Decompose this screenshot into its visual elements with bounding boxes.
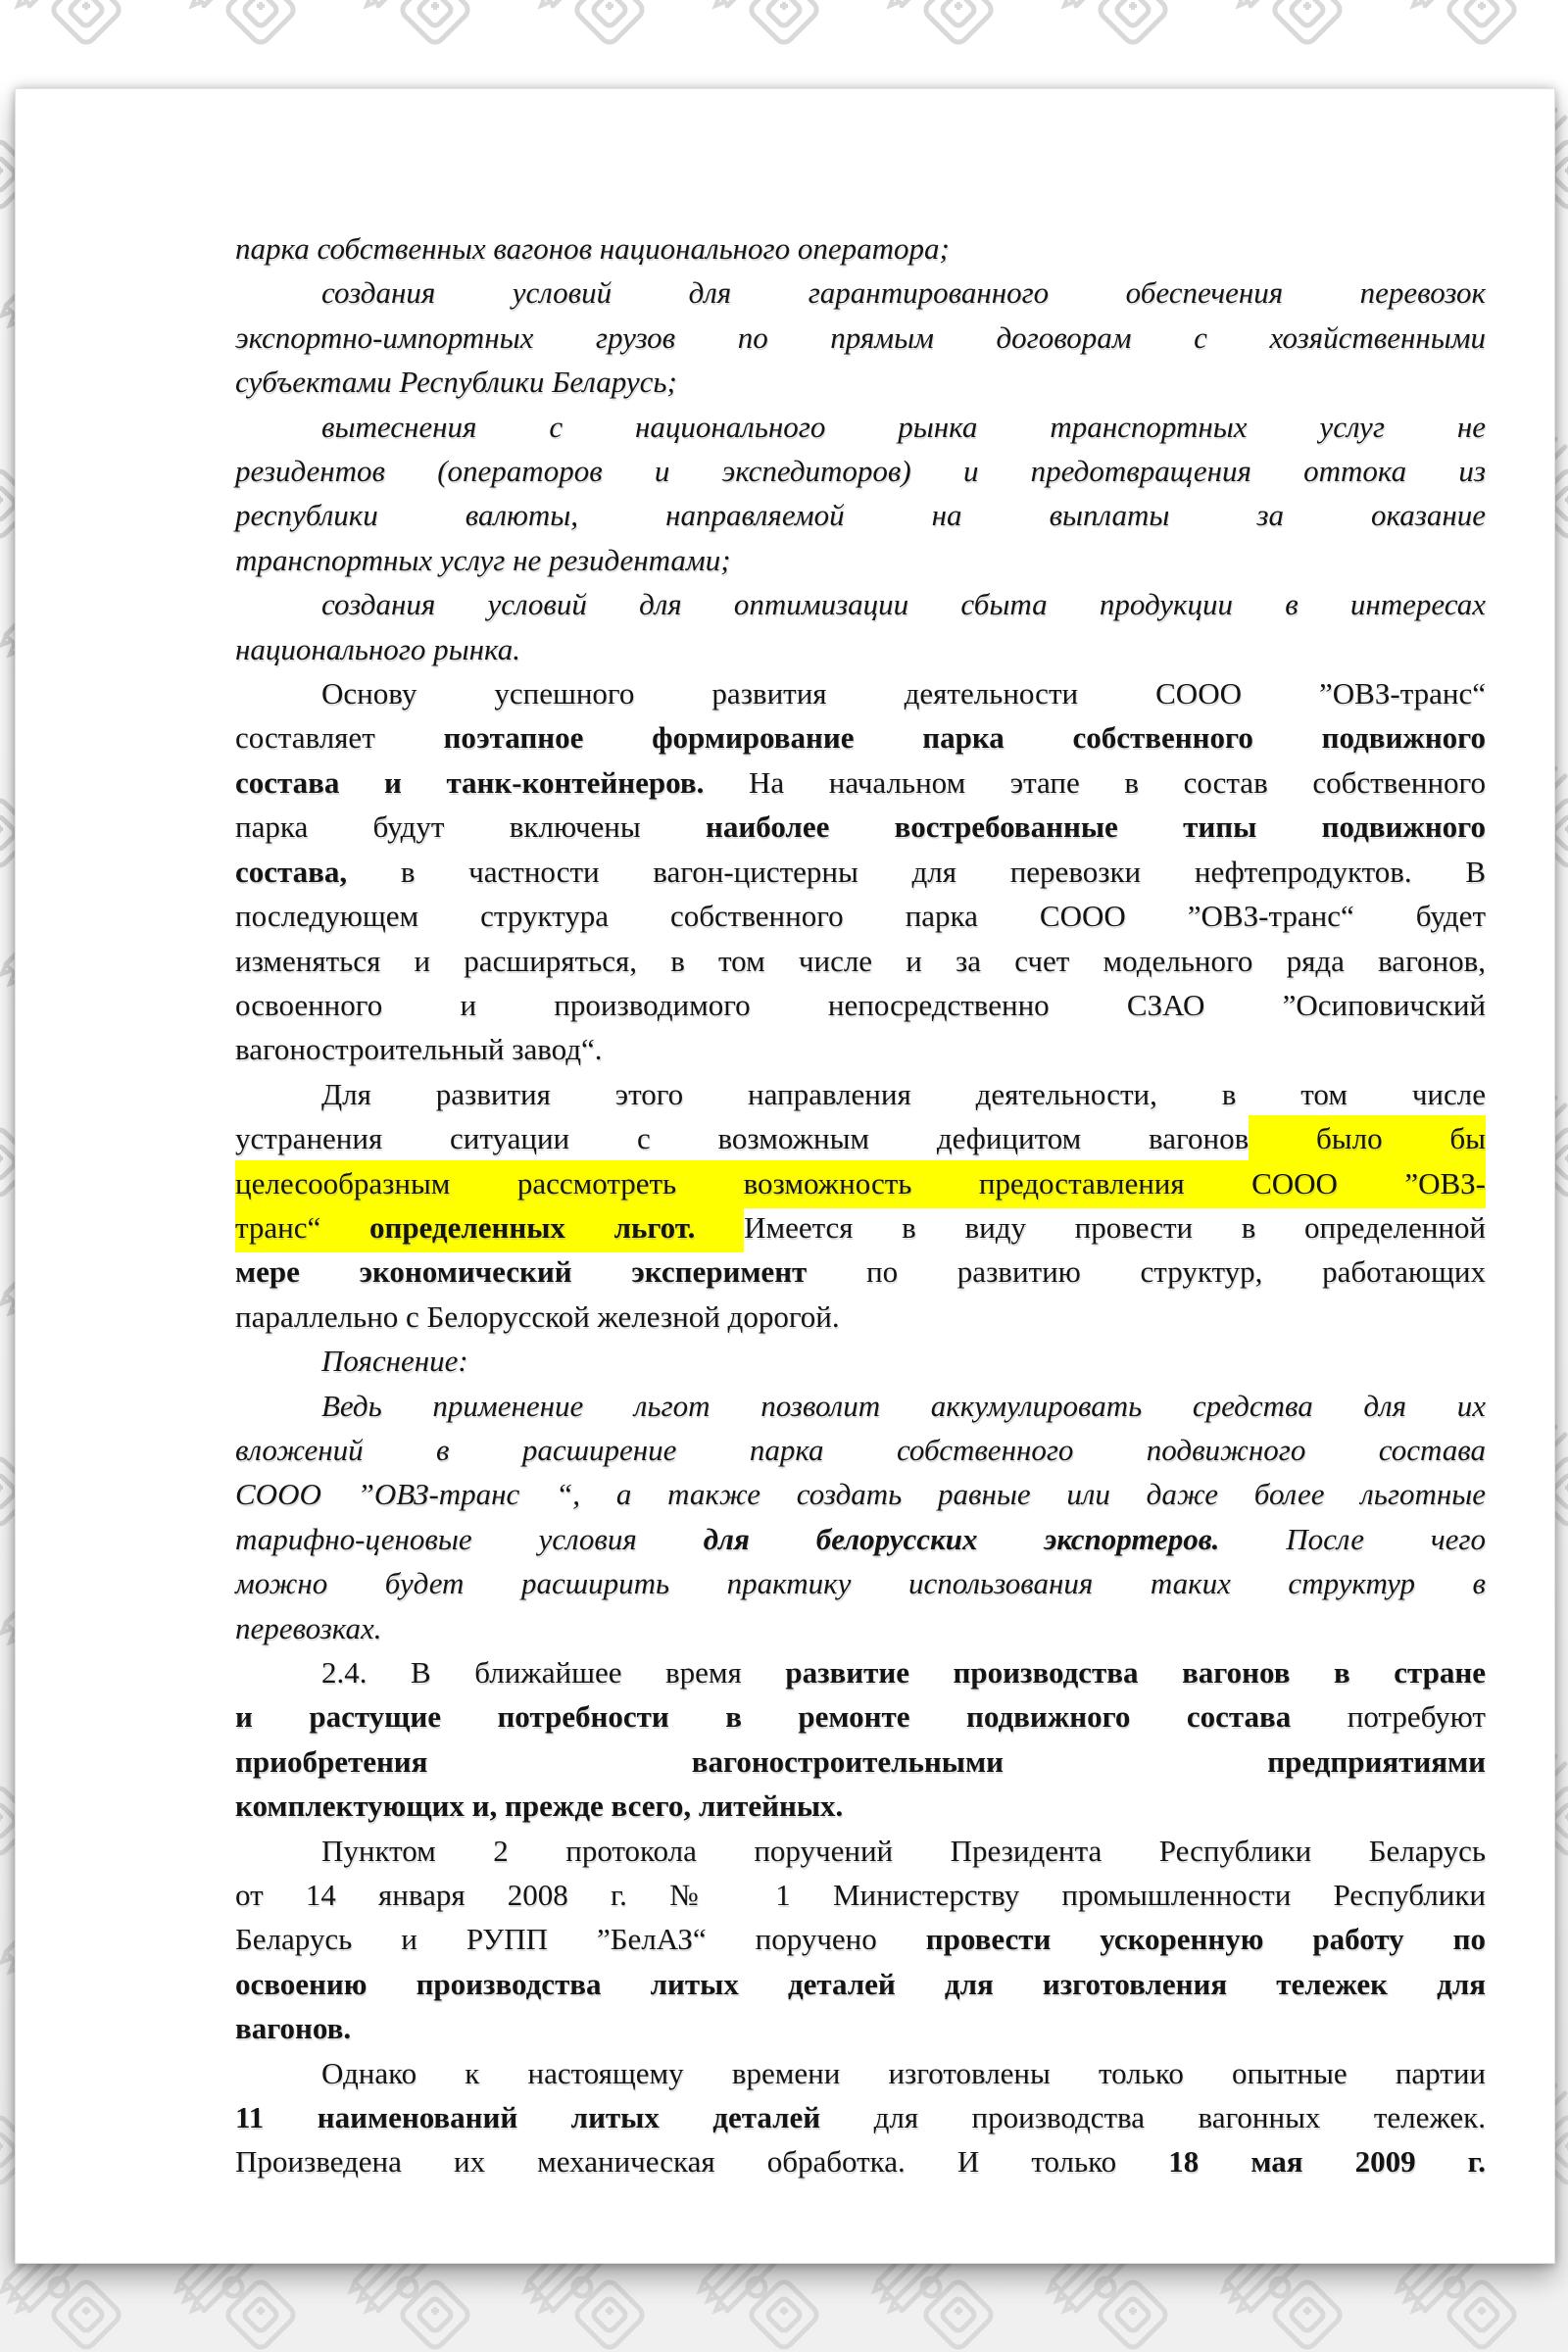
text-line-24 (235, 1250, 1486, 1294)
text-line-23 (235, 1205, 1486, 1250)
text-line-3 (235, 316, 1486, 360)
text-line-2 (235, 270, 1486, 315)
text-line-32 (235, 1606, 1486, 1650)
highlighted-text: транс“ (235, 1204, 369, 1252)
text-segment: для белорусских экспортеров. (703, 1521, 1220, 1556)
highlighted-text: определенных льгот. (369, 1204, 744, 1252)
text-line-12 (235, 715, 1486, 760)
text-segment: транспортных услуг не резидентами; (235, 542, 731, 577)
text-segment: можно будет расширить практику использования таких структур в (235, 1566, 1486, 1601)
text-line-6 (235, 449, 1486, 493)
text-segment: изменяться и расширяться, в том числе и за счет модельного ряда вагонов, (235, 943, 1486, 978)
text-segment: поэтапное формирование парка собственного подвижного (443, 720, 1486, 756)
text-line-5 (235, 405, 1486, 449)
text-line-34 (235, 1694, 1486, 1739)
text-line-11 (235, 671, 1486, 715)
text-line-21 (235, 1116, 1486, 1160)
text-segment: перевозках. (235, 1610, 382, 1645)
text-segment: Пунктом 2 протокола поручений Президента Республики Беларусь (321, 1833, 1486, 1868)
text-segment: экспортно-импортных грузов по прямым договорам с хозяйственными (235, 319, 1486, 355)
text-segment: вагоностроительный завод“. (235, 1032, 603, 1067)
text-line-22 (235, 1161, 1486, 1205)
text-segment: потребуют (1291, 1699, 1486, 1735)
text-segment: от 14 января 2008 г. № 1 Министерству промышленности Республики (235, 1878, 1486, 1913)
text-segment: После чего (1219, 1521, 1486, 1556)
text-segment: состава, (235, 854, 348, 889)
text-line-40 (235, 1962, 1486, 2006)
text-line-20 (235, 1072, 1486, 1116)
text-segment: парка будут включены (235, 809, 707, 845)
text-segment: 11 наименований литых деталей (235, 2100, 821, 2135)
text-line-13 (235, 760, 1486, 805)
text-line-36 (235, 1784, 1486, 1828)
text-line-30 (235, 1517, 1486, 1561)
text-line-25 (235, 1295, 1486, 1339)
text-line-19 (235, 1027, 1486, 1071)
highlighted-text: было бы (1249, 1115, 1486, 1163)
text-line-15 (235, 850, 1486, 894)
text-segment: последующем структура собственного парка СООО ”ОВЗ-транс“ будет (235, 899, 1486, 934)
text-segment: в частности вагон-цистерны для перевозки нефтепродуктов. В (347, 854, 1486, 889)
text-segment: состава и танк-контейнеров. (235, 764, 705, 800)
text-segment: освоенного и производимого непосредственно СЗАО ”Осиповичский (235, 987, 1486, 1022)
text-line-39 (235, 1917, 1486, 1961)
text-segment: Беларусь и РУПП ”БелАЗ“ поручено (235, 1922, 926, 1957)
text-segment: Произведена их механическая обработка. И только (235, 2144, 1169, 2180)
text-line-33 (235, 1650, 1486, 1694)
text-line-26 (235, 1339, 1486, 1383)
text-segment: и растущие потребности в ремонте подвижного состава (235, 1699, 1292, 1735)
text-segment: составляет (235, 720, 444, 756)
text-line-44 (235, 2139, 1486, 2183)
text-segment: На начальном этапе в состав собственного (704, 764, 1486, 800)
text-line-38 (235, 1873, 1486, 1917)
text-segment: для производства вагонных тележек. (820, 2100, 1486, 2135)
text-line-41 (235, 2006, 1486, 2050)
text-line-8 (235, 538, 1486, 582)
text-line-43 (235, 2095, 1486, 2139)
text-segment: субъектами Республики Беларусь; (235, 365, 677, 400)
text-line-14 (235, 805, 1486, 849)
text-segment: по развитию структур, работающих (807, 1254, 1486, 1290)
text-segment: освоению производства литых деталей для изготовления тележек для (235, 1966, 1486, 2001)
text-line-18 (235, 983, 1486, 1027)
text-line-10 (235, 627, 1486, 671)
document-text-block (235, 226, 1486, 2184)
text-segment: приобретения вагоностроительными предприятиями (235, 1743, 1486, 1779)
text-segment: Для развития этого направления деятельности, в том числе (321, 1076, 1486, 1111)
text-line-9 (235, 582, 1486, 626)
text-segment: республики валюты, направляемой на выплаты за оказание (235, 498, 1486, 533)
text-segment: вытеснения с национального рынка транспортных услуг не (321, 409, 1486, 444)
text-line-1 (235, 226, 1486, 270)
text-segment: Ведь применение льгот позволит аккумулировать средства для их (321, 1388, 1486, 1423)
highlighted-text: целесообразным рассмотреть возможность предоставления СООО ”ОВЗ- (235, 1160, 1486, 1208)
document-page (15, 88, 1555, 2264)
text-segment: национального рынка. (235, 631, 520, 666)
text-segment: развитие производства вагонов в стране (785, 1655, 1486, 1690)
text-segment: Имеется в виду провести в определенной (744, 1209, 1486, 1245)
text-segment: СООО ”ОВЗ-транс “, а также создать равные или даже более льготные (235, 1477, 1486, 1512)
text-line-29 (235, 1472, 1486, 1516)
text-segment: устранения ситуации с возможным дефицитом вагонов (235, 1121, 1250, 1156)
text-segment: 2.4. В ближайшее время (321, 1655, 786, 1690)
text-segment: комплектующих и, прежде всего, литейных. (235, 1788, 844, 1824)
text-segment: Основу успешного развития деятельности СООО ”ОВЗ-транс“ (321, 676, 1486, 711)
text-segment: провести ускоренную работу по (925, 1922, 1486, 1957)
text-segment: мере экономический эксперимент (235, 1254, 808, 1290)
text-line-31 (235, 1561, 1486, 1605)
text-segment: резидентов (операторов и экспедиторов) и предотвращения оттока из (235, 454, 1486, 489)
text-line-27 (235, 1384, 1486, 1428)
text-segment: 18 мая 2009 г. (1168, 2144, 1486, 2180)
text-segment: создания условий для гарантированного обеспечения перевозок (321, 275, 1486, 311)
text-line-4 (235, 360, 1486, 404)
text-line-17 (235, 939, 1486, 983)
text-line-35 (235, 1740, 1486, 1784)
text-line-37 (235, 1829, 1486, 1873)
text-segment: тарифно-ценовые условия (235, 1521, 704, 1556)
text-line-42 (235, 2051, 1486, 2095)
text-segment: параллельно с Белорусской железной дорогой. (235, 1298, 840, 1334)
text-segment: Пояснение: (321, 1344, 468, 1379)
text-segment: Однако к настоящему времени изготовлены только опытные партии (321, 2055, 1486, 2090)
text-segment: вложений в расширение парка собственного подвижного состава (235, 1432, 1486, 1467)
text-segment: парка собственных вагонов национального оператора; (235, 231, 950, 266)
text-line-7 (235, 493, 1486, 537)
text-segment: вагонов. (235, 2011, 352, 2046)
text-segment: создания условий для оптимизации сбыта продукции в интересах (321, 587, 1486, 622)
text-segment: наиболее востребованные типы подвижного (706, 809, 1486, 845)
text-line-16 (235, 894, 1486, 938)
text-line-28 (235, 1428, 1486, 1472)
